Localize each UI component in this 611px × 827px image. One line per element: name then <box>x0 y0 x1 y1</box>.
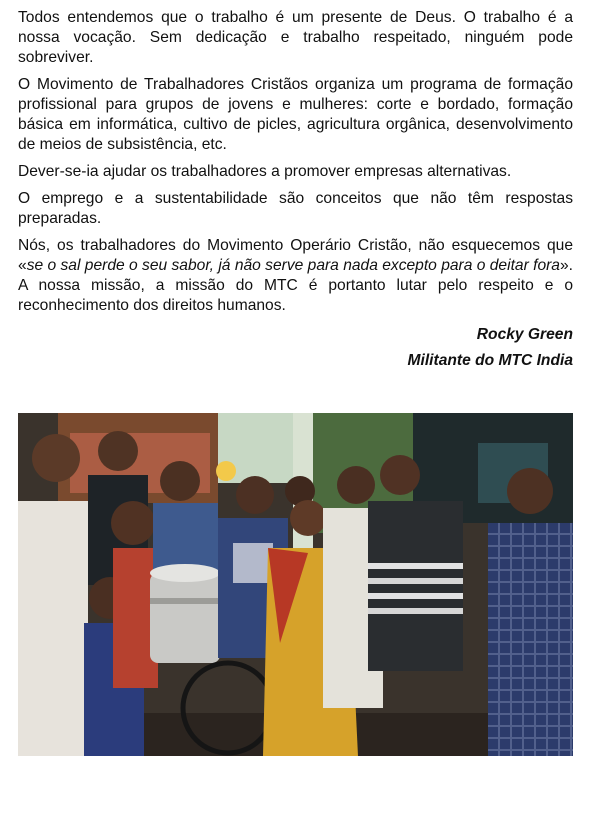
paragraph-work-gift: Todos entendemos que o trabalho é um presente de Deus. O trabalho é a nossa vocação. Sem dedicação e trabalho respeitado, ninguém pode sobreviver. <box>18 9 573 66</box>
group-photo <box>18 413 573 756</box>
paragraph-alternative-enterprises: Dever-se-ia ajudar os trabalhadores a promover empresas alternativas. <box>18 163 512 180</box>
group-photo-illustration <box>18 413 573 756</box>
paragraph-employment-sustainability: O emprego e a sustentabilidade são conceitos que não têm respostas preparadas. <box>18 190 573 227</box>
mission-text-after: ». A nossa missão, a missão do MTC é portanto lutar pelo respeito e o reconhecimento dos direitos humanos. <box>18 257 573 314</box>
signature-role: Militante do MTC India <box>407 352 573 369</box>
salt-quote: se o sal perde o seu sabor, já não serve para nada excepto para o deitar fora <box>26 257 560 274</box>
paragraph-mission <box>18 236 573 316</box>
signature-name: Rocky Green <box>476 326 573 343</box>
paragraph-training-program: O Movimento de Trabalhadores Cristãos organiza um programa de formação profissional para grupos de jovens e mulheres: corte e bordado, formação básica em informática, cultivo de picles, agricultura orgânica, desenvolvimento de meios de subsistência, etc. <box>18 76 573 153</box>
mission-text-before: Nós, os trabalhadores do Movimento Operário Cristão, não esquecemos que « <box>18 237 573 274</box>
article-text <box>18 8 573 371</box>
